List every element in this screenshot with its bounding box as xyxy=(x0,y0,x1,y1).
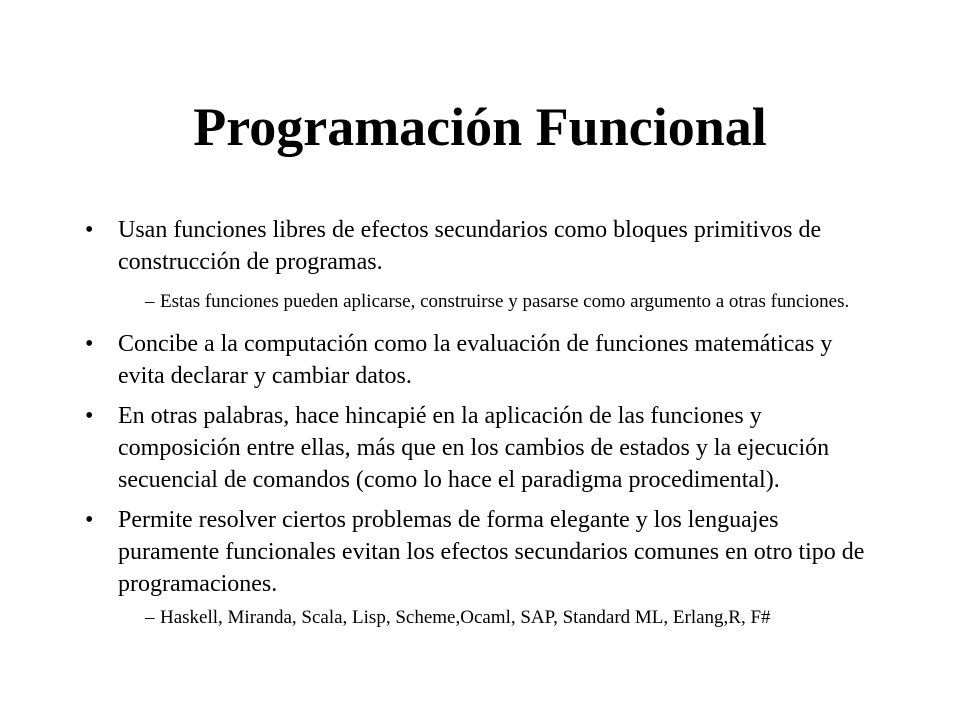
bullet-marker: • xyxy=(85,507,94,533)
sub-bullet-item-2 xyxy=(145,603,875,632)
sub-bullet-marker: – xyxy=(145,607,155,628)
bullet-marker: • xyxy=(85,217,94,243)
slide-content xyxy=(85,214,875,632)
slide-title: Programación Funcional xyxy=(193,97,767,157)
sub-bullet-text: Estas funciones pueden aplicarse, construirse y pasarse como argumento a otras funciones. xyxy=(160,291,850,312)
bullet-text: Usan funciones libres de efectos secundarios como bloques primitivos de construcción de programas. xyxy=(118,217,822,275)
bullet-marker: • xyxy=(85,331,94,357)
bullet-item-2 xyxy=(85,328,875,392)
bullet-item-4 xyxy=(85,504,875,600)
bullet-text: Permite resolver ciertos problemas de forma elegante y los lenguajes puramente funcionales evitan los efectos secundarios comunes en otro tipo de programaciones. xyxy=(118,507,865,597)
bullet-text: En otras palabras, hace hincapié en la aplicación de las funciones y composición entre ellas, más que en los cambios de estados y la ejecución secuencial de comandos (como lo hace el paradigma procedimental). xyxy=(118,403,830,493)
sub-bullet-item-1 xyxy=(145,287,875,316)
bullet-item-1 xyxy=(85,214,875,278)
sub-bullet-text: Haskell, Miranda, Scala, Lisp, Scheme,Ocaml, SAP, Standard ML, Erlang,R, F# xyxy=(160,607,771,628)
bullet-text: Concibe a la computación como la evaluación de funciones matemáticas y evita declarar y cambiar datos. xyxy=(118,331,833,389)
bullet-marker: • xyxy=(85,403,94,429)
bullet-item-3 xyxy=(85,400,875,496)
sub-bullet-marker: – xyxy=(145,291,155,312)
